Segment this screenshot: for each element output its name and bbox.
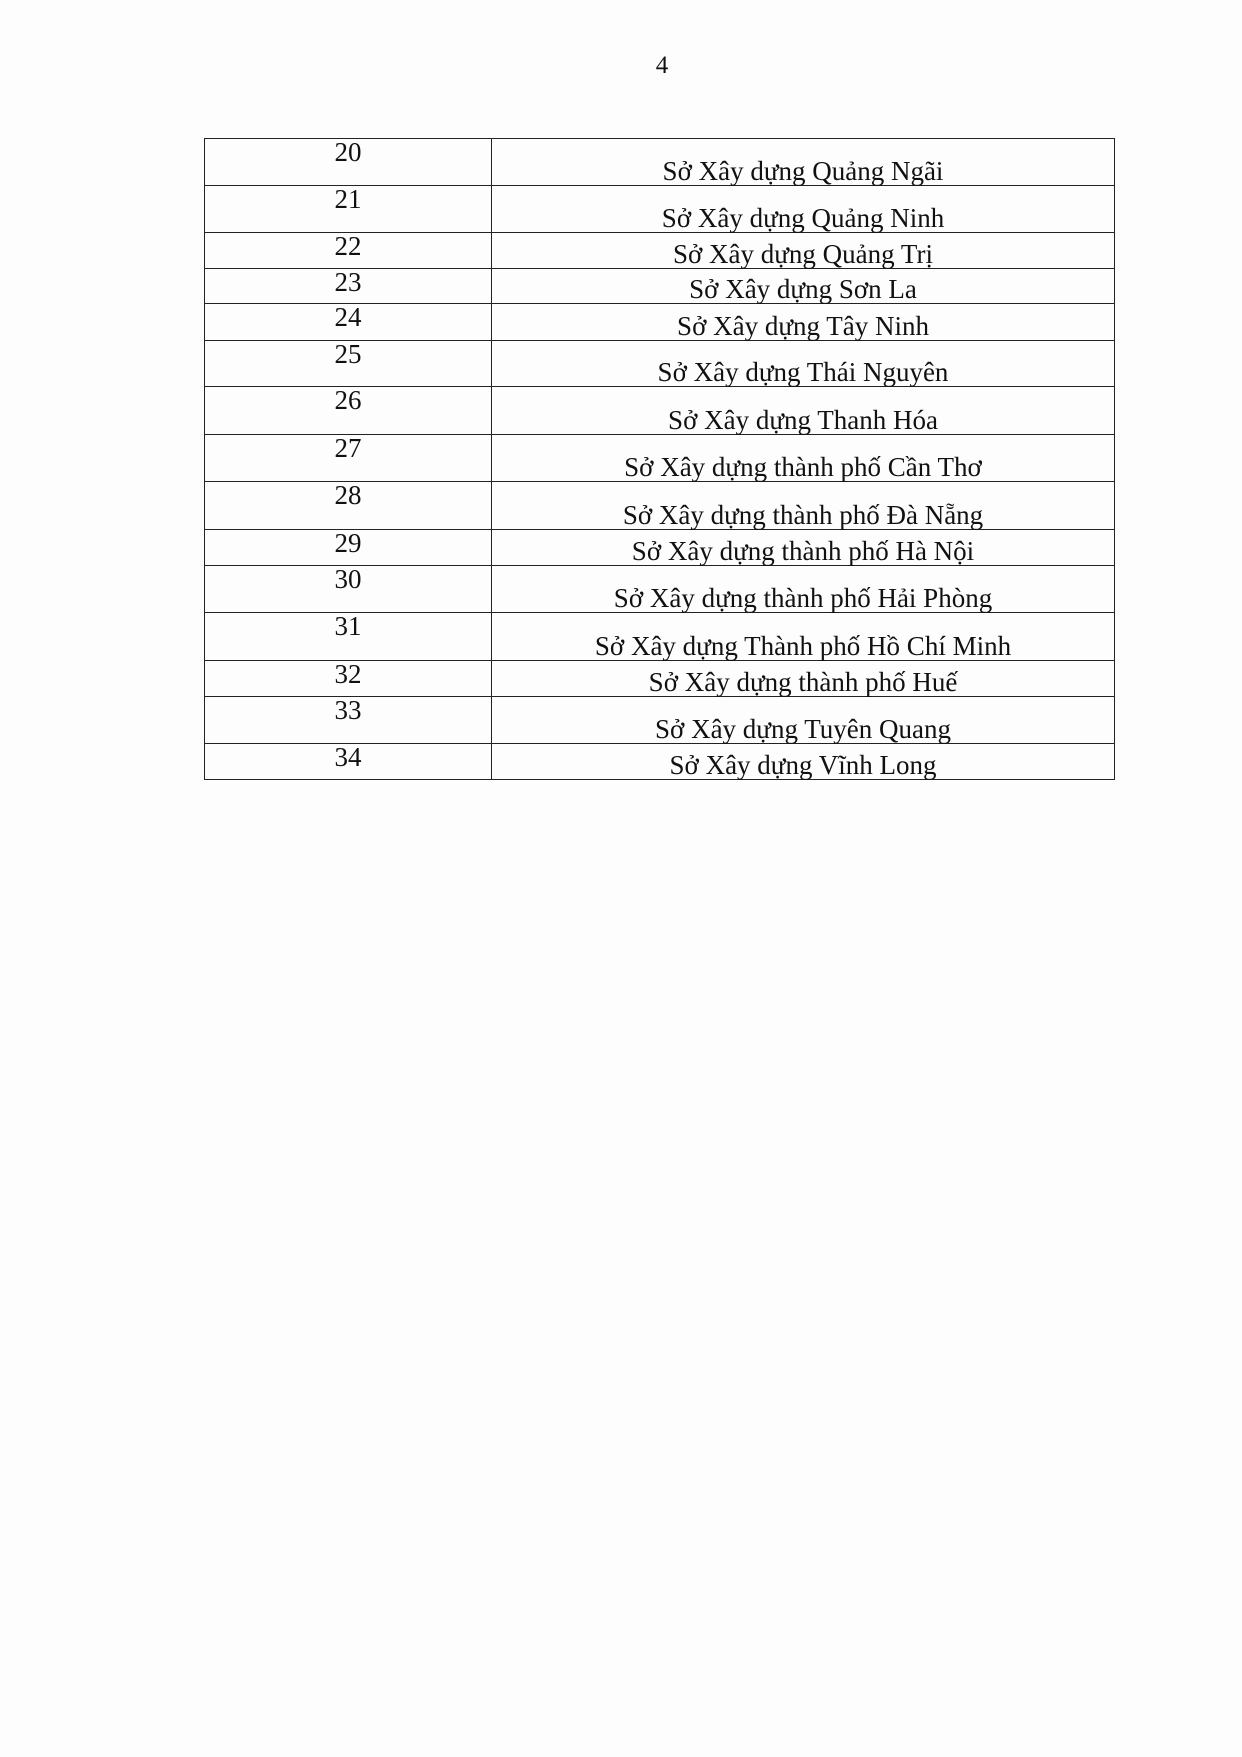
row-number: 20	[205, 139, 492, 186]
agency-name: Sở Xây dựng thành phố Huế	[492, 661, 1115, 697]
agency-name: Sở Xây dựng thành phố Hải Phòng	[492, 566, 1115, 613]
row-number: 31	[205, 613, 492, 661]
table-row	[205, 530, 1115, 566]
row-number: 25	[205, 341, 492, 387]
agency-name: Sở Xây dựng thành phố Cần Thơ	[492, 435, 1115, 482]
agency-name: Sở Xây dựng Sơn La	[492, 269, 1115, 304]
row-number: 23	[205, 269, 492, 304]
table-row	[205, 744, 1115, 780]
table-row	[205, 482, 1115, 530]
agency-name: Sở Xây dựng Vĩnh Long	[492, 744, 1115, 780]
agency-table-body	[205, 139, 1115, 780]
agency-name: Sở Xây dựng thành phố Hà Nội	[492, 530, 1115, 566]
table-row	[205, 233, 1115, 269]
table-row	[205, 697, 1115, 744]
agency-name: Sở Xây dựng Thanh Hóa	[492, 387, 1115, 435]
table-row	[205, 186, 1115, 233]
agency-name: Sở Xây dựng thành phố Đà Nẵng	[492, 482, 1115, 530]
agency-name: Sở Xây dựng Quảng Trị	[492, 233, 1115, 269]
row-number: 30	[205, 566, 492, 613]
table-row	[205, 387, 1115, 435]
agency-name: Sở Xây dựng Quảng Ngãi	[492, 139, 1115, 186]
row-number: 27	[205, 435, 492, 482]
table-row	[205, 661, 1115, 697]
table-row	[205, 139, 1115, 186]
row-number: 33	[205, 697, 492, 744]
table-row	[205, 435, 1115, 482]
table-row	[205, 613, 1115, 661]
row-number: 26	[205, 387, 492, 435]
table-row	[205, 269, 1115, 304]
agency-name: Sở Xây dựng Tây Ninh	[492, 304, 1115, 341]
agency-name: Sở Xây dựng Thành phố Hồ Chí Minh	[492, 613, 1115, 661]
table-row	[205, 304, 1115, 341]
row-number: 29	[205, 530, 492, 566]
row-number: 28	[205, 482, 492, 530]
row-number: 22	[205, 233, 492, 269]
row-number: 21	[205, 186, 492, 233]
row-number: 24	[205, 304, 492, 341]
page-number: 4	[655, 52, 669, 79]
agency-name: Sở Xây dựng Quảng Ninh	[492, 186, 1115, 233]
agency-name: Sở Xây dựng Tuyên Quang	[492, 697, 1115, 744]
agency-table	[204, 138, 1115, 780]
table-row	[205, 566, 1115, 613]
agency-name: Sở Xây dựng Thái Nguyên	[492, 341, 1115, 387]
row-number: 32	[205, 661, 492, 697]
row-number: 34	[205, 744, 492, 780]
table-row	[205, 341, 1115, 387]
